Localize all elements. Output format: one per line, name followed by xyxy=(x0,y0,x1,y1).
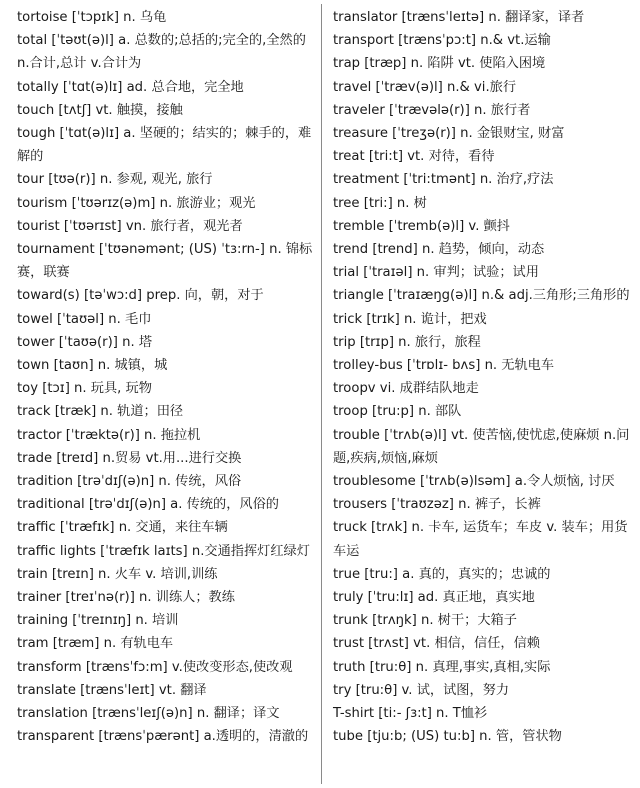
vocab-entry: train [treɪn] n. 火车 v. 培训,训练 xyxy=(17,566,218,582)
vocab-entry: treasure [ˈtreʒə(r)] n. 金银财宝, 财富 xyxy=(333,126,565,142)
vocab-entry: tournament [ˈtʊənəmənt; (US) ˈtɜ:rn-] n. 锦标赛，联赛 xyxy=(17,242,313,281)
vocab-entry: trial [ˈtraɪəl] n. 审判；试验；试用 xyxy=(333,265,539,281)
vocab-entry: tradition [trəˈdɪʃ(ə)n] n. 传统，风俗 xyxy=(17,474,242,490)
vocab-entry: troopv vi. 成群结队地走 xyxy=(333,381,479,397)
left-column xyxy=(17,6,315,749)
vocab-entry: trap [træp] n. 陷阱 vt. 使陷入困境 xyxy=(333,56,546,72)
vocab-entry: toy [tɔɪ] n. 玩具, 玩物 xyxy=(17,381,152,397)
vocab-entry: truth [tru:θ] n. 真理,事实,真相,实际 xyxy=(333,659,551,675)
vocab-entry: trick [trɪk] n. 诡计，把戏 xyxy=(333,311,487,327)
vocab-entry: try [tru:θ] v. 试，试图，努力 xyxy=(333,682,510,698)
vocab-entry: town [taʊn] n. 城镇，城 xyxy=(17,358,168,374)
vocab-entry: trousers [ˈtraʊzəz] n. 裤子，长裤 xyxy=(333,497,541,513)
vocab-entry: traveler [ˈtrævələ(r)] n. 旅行者 xyxy=(333,102,531,118)
column-divider xyxy=(321,4,322,784)
vocab-entry: treat [tri:t] vt. 对待，看待 xyxy=(333,149,495,165)
vocab-entry: traffic [ˈtræfɪk] n. 交通，来往车辆 xyxy=(17,520,228,536)
vocab-entry: transparent [trænsˈpærənt] a.透明的，清澈的 xyxy=(17,729,309,745)
vocab-entry: tractor [ˈtræktə(r)] n. 拖拉机 xyxy=(17,427,201,443)
vocab-entry: transport [trænsˈpɔ:t] n.& vt.运输 xyxy=(333,33,551,49)
vocab-entry: tremble [ˈtremb(ə)l] v. 颤抖 xyxy=(333,218,510,234)
vocab-entry: trade [treɪd] n.贸易 vt.用...进行交换 xyxy=(17,450,242,466)
vocab-entry: towel [ˈtaʊəl] n. 毛巾 xyxy=(17,311,152,327)
vocab-entry: touch [tʌtʃ] vt. 触摸，接触 xyxy=(17,102,183,118)
vocab-entry: trust [trʌst] vt. 相信，信任，信赖 xyxy=(333,636,540,652)
vocab-entry: triangle [ˈtraɪæŋg(ə)l] n.& adj.三角形;三角形的 xyxy=(333,288,630,304)
vocab-entry: traditional [trəˈdɪʃ(ə)n] a. 传统的，风俗的 xyxy=(17,497,279,513)
vocab-entry: tourist [ˈtʊərɪst] vn. 旅行者，观光者 xyxy=(17,218,243,234)
vocab-entry: total [ˈtəʊt(ə)l] a. 总数的;总括的;完全的,全然的 n.合计,总计 v.合计为 xyxy=(17,33,306,72)
vocab-entry: true [tru:] a. 真的，真实的；忠诚的 xyxy=(333,566,551,582)
right-column xyxy=(333,6,631,749)
vocab-entry: trouble [ˈtrʌb(ə)l] vt. 使苦恼,使忧虑,使麻烦 n.问题,疾病,烦恼,麻烦 xyxy=(333,427,630,466)
vocab-entry: transform [trænsˈfɔ:m] v.使改变形态,使改观 xyxy=(17,659,293,675)
vocab-entry: trip [trɪp] n. 旅行，旅程 xyxy=(333,334,481,350)
vocab-entry: troop [tru:p] n. 部队 xyxy=(333,404,462,420)
vocab-entry: trolley-bus [ˈtrɒlɪ- bʌs] n. 无轨电车 xyxy=(333,358,555,374)
vocab-entry: tree [tri:] n. 树 xyxy=(333,195,427,211)
vocab-entry: treatment [ˈtri:tmənt] n. 治疗,疗法 xyxy=(333,172,554,188)
vocab-entry: translator [trænsˈleɪtə] n. 翻译家，译者 xyxy=(333,10,585,25)
vocab-entry: track [træk] n. 轨道；田径 xyxy=(17,404,184,420)
vocab-entry: tram [træm] n. 有轨电车 xyxy=(17,636,174,652)
vocab-entry: truly [ˈtru:lɪ] ad. 真正地，真实地 xyxy=(333,590,535,606)
vocab-entry: troublesome [ˈtrʌb(ə)lsəm] a.令人烦恼, 讨厌 xyxy=(333,474,615,490)
vocab-entry: translation [trænsˈleɪʃ(ə)n] n. 翻译；译文 xyxy=(17,706,280,722)
vocab-entry: travel [ˈtræv(ə)l] n.& vi.旅行 xyxy=(333,79,517,95)
vocab-entry: trainer [treɪˈnə(r)] n. 训练人；教练 xyxy=(17,590,235,606)
vocab-entry: traffic lights [ˈtræfɪk laɪts] n.交通指挥灯红绿灯 xyxy=(17,543,310,559)
vocab-entry: translate [trænsˈleɪt] vt. 翻译 xyxy=(17,682,207,698)
vocab-entry: truck [trʌk] n. 卡车, 运货车；车皮 v. 装车；用货车运 xyxy=(333,520,628,559)
vocab-entry: trend [trend] n. 趋势，倾向，动态 xyxy=(333,242,545,258)
vocab-entry: tour [tʊə(r)] n. 参观, 观光, 旅行 xyxy=(17,172,213,188)
vocab-entry: toward(s) [təˈwɔ:d] prep. 向，朝，对于 xyxy=(17,288,264,304)
vocab-entry: tortoise [ˈtɔpɪk] n. 乌龟 xyxy=(17,10,167,25)
vocab-entry: trunk [trʌŋk] n. 树干；大箱子 xyxy=(333,613,517,629)
vocab-entry: tough [ˈtɑt(ə)lɪ] a. 坚硬的；结实的；棘手的，难解的 xyxy=(17,126,312,165)
vocab-entry: tourism [ˈtʊərɪz(ə)m] n. 旅游业；观光 xyxy=(17,195,256,211)
vocab-entry: totally [ˈtɑt(ə)lɪ] ad. 总合地，完全地 xyxy=(17,79,244,95)
vocab-entry: tower [ˈtaʊə(r)] n. 塔 xyxy=(17,334,153,350)
vocab-entry: tube [tju:b; (US) tu:b] n. 管，管状物 xyxy=(333,729,562,745)
vocab-entry: T-shirt [ti:- ʃɜ:t] n. T恤衫 xyxy=(333,706,488,722)
vocab-entry: training [ˈtreɪnɪŋ] n. 培训 xyxy=(17,613,179,629)
